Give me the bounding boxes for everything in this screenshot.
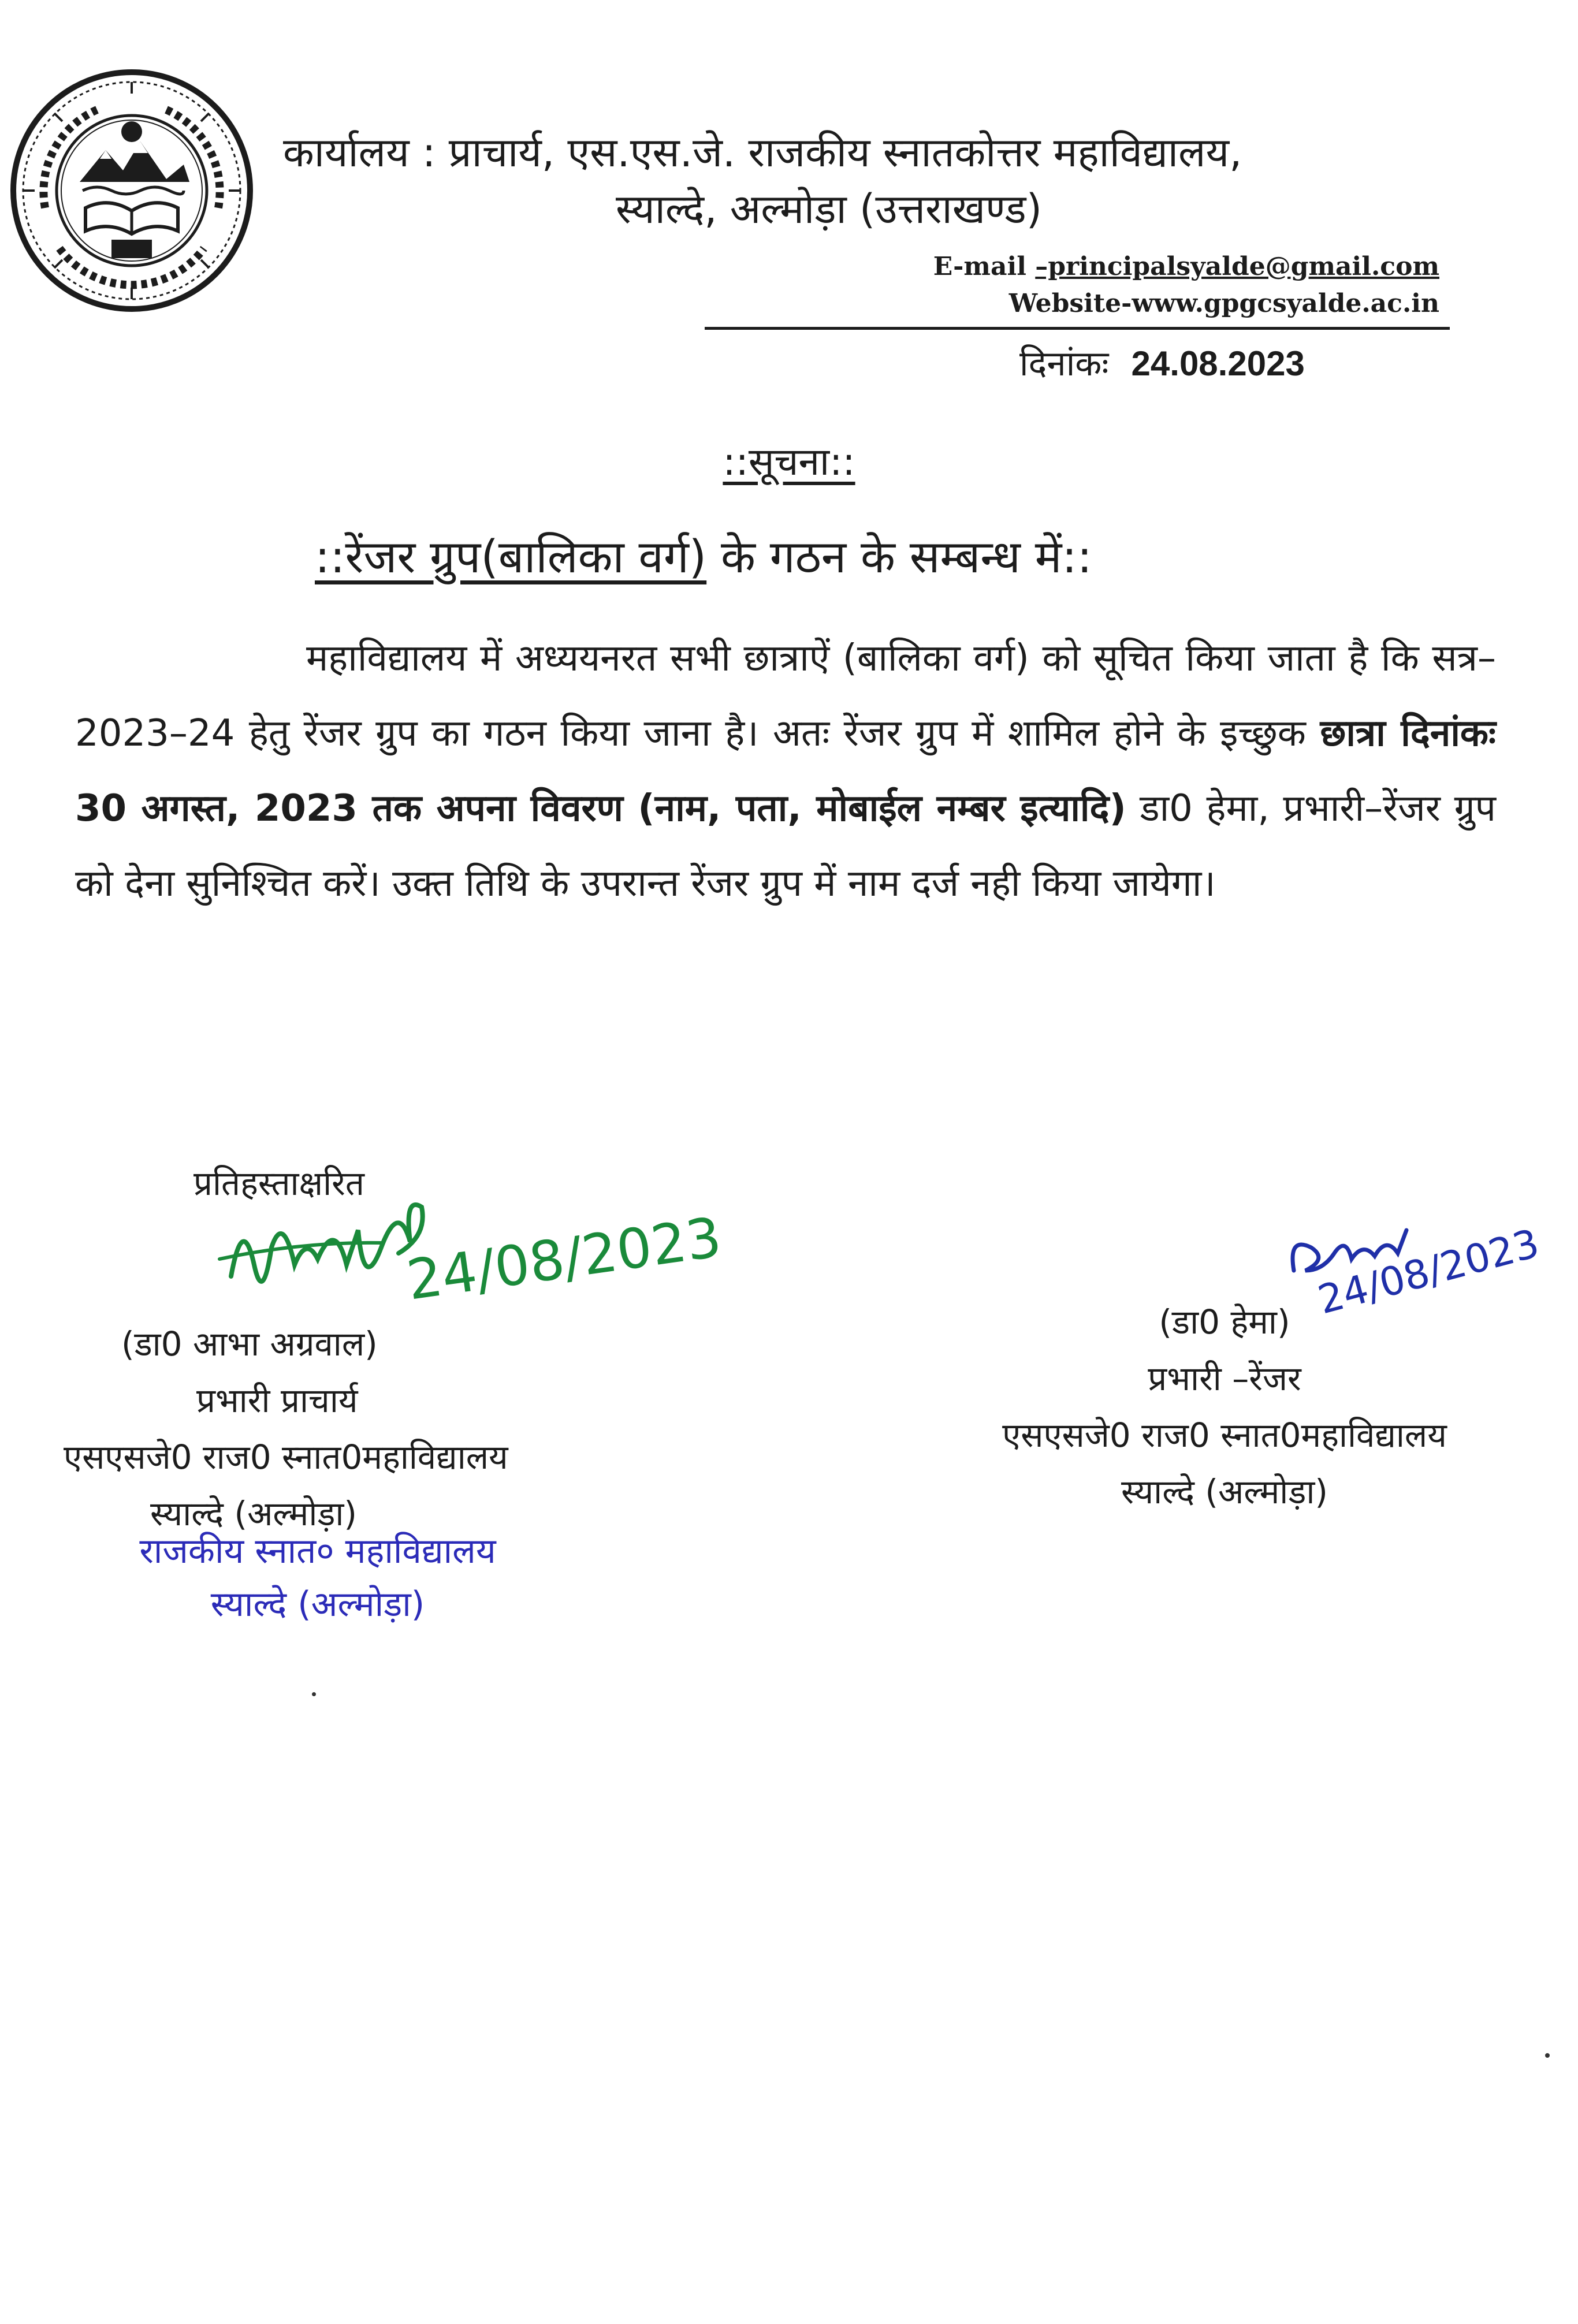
signatory-right — [959, 1294, 1490, 1520]
contact-block — [933, 248, 1439, 322]
subject-underlined: ::रेंजर ग्रुप(बालिका वर्ग) — [315, 531, 707, 583]
signatory-left-institution: एसएसजे0 राज0 स्नात0महाविद्यालय — [64, 1437, 508, 1477]
website-line: Website-www.gpgcsyalde.ac.in — [1008, 289, 1439, 318]
body-part-1: महाविद्यालय में अध्ययनरत सभी छात्राऐं (बालिका वर्ग) को सूचित किया जाता है कि सत्र– 2023–24 हेतु रेंजर ग्रुप का गठन किया जाना है। अतः रेंजर ग्रुप में शामिल होने के इच्छुक — [75, 637, 1496, 755]
signatory-left-designation: प्रभारी प्राचार्य — [196, 1381, 358, 1420]
signatory-left-name: (डा0 आभा अग्रवाल) — [121, 1324, 378, 1364]
office-heading — [283, 124, 1508, 237]
signature-left-date: 24/08/2023 — [403, 1205, 725, 1313]
body-part-2: डा0 हेमा, प्रभारी–रेंजर ग्रुप को देना सुनिश्चित करें। उक्त तिथि के उपरान्त रेंजर ग्रुप में नाम दर्ज नही किया जायेगा। — [75, 787, 1497, 905]
subject-rest: के गठन के सम्बन्ध में:: — [706, 531, 1092, 583]
email-value: –principalsyalde@gmail.com — [1035, 252, 1439, 281]
signature-left-handwritten — [208, 1178, 725, 1328]
college-seal-logo — [5, 64, 259, 318]
signatory-right-designation: प्रभारी –रेंजर — [1148, 1359, 1301, 1398]
scan-speck — [1545, 2053, 1550, 2058]
attested-label: प्रतिहस्ताक्षरित — [193, 1164, 364, 1203]
stamp-line-1: राजकीय स्नात० महाविद्यालय — [139, 1531, 496, 1571]
date-label: दिनांकः — [1019, 344, 1109, 384]
email-label: E-mail — [933, 252, 1026, 281]
signatory-right-name: (डा0 हेमा) — [1159, 1302, 1290, 1342]
header-divider — [705, 327, 1450, 330]
signature-right-date: 24/08/2023 — [1313, 1220, 1544, 1324]
email-line — [933, 248, 1439, 285]
office-line-1: कार्यालय : प्राचार्य, एस.एस.जे. राजकीय स्नातकोत्तर महाविद्यालय, — [283, 129, 1242, 176]
signatory-right-place: स्याल्दे (अल्मोड़ा) — [1121, 1472, 1328, 1511]
date-value: 24.08.2023 — [1131, 344, 1305, 383]
scan-speck — [312, 1692, 316, 1696]
notice-subject — [315, 526, 1092, 589]
body-bold: छात्रा दिनांकः 30 अगस्त, 2023 तक अपना विवरण (नाम, पता, मोबाईल नम्बर इत्यादि) — [75, 712, 1496, 830]
notice-title — [0, 433, 1578, 491]
date-line — [1019, 338, 1305, 390]
signatory-left-place: स्याल्दे (अल्मोड़ा) — [150, 1494, 358, 1533]
signatory-right-institution: एसएसजे0 राज0 स्नात0महाविद्यालय — [1002, 1416, 1447, 1455]
notice-body — [75, 621, 1496, 921]
office-line-2: स्याल्दे, अल्मोड़ा (उत्तराखण्ड) — [615, 185, 1043, 233]
stamp-line-2: स्याल्दे (अल्मोड़ा) — [210, 1584, 425, 1625]
notice-title-text: ::सूचना:: — [723, 440, 855, 484]
college-stamp — [104, 1525, 531, 1631]
